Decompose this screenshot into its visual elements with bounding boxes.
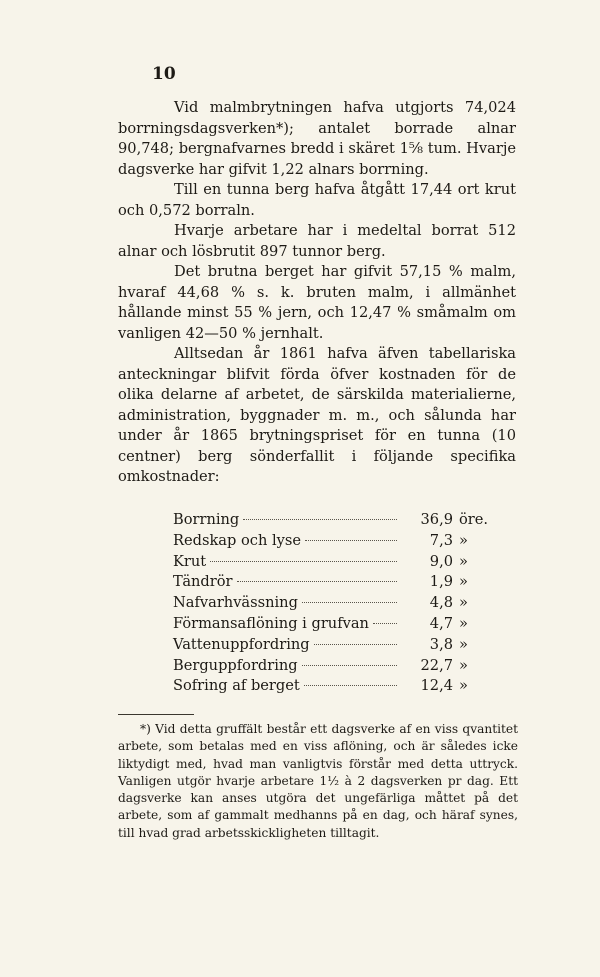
cost-value: 1,9 (429, 573, 453, 591)
cost-value: 22,7 (420, 656, 453, 674)
cost-label: Krut (173, 552, 207, 570)
page-number: 10 (152, 64, 176, 84)
cost-label: Redskap och lyse (173, 531, 302, 549)
dot-leader (304, 685, 397, 686)
cost-value: 36,9 (420, 511, 453, 528)
paragraph-ore-yield: Det brutna berget har gifvit 57,15 % malm, hvaraf 44,68 % s. k. bruten malm, i allmänhet hållande minst 55 % jern, och 12,47 % småmalm om vanligen 42—50 % jernhalt. (118, 263, 516, 342)
cost-value: 12,4 (420, 677, 453, 695)
cost-label: Borrning (173, 511, 240, 528)
cost-label: Berguppfordring (173, 656, 298, 674)
cost-label: Tändrör (173, 573, 233, 591)
cost-unit: » (459, 552, 468, 570)
dot-leader (302, 602, 397, 603)
cost-unit: » (459, 635, 468, 653)
dot-leader (314, 644, 397, 645)
cost-table (173, 510, 503, 697)
body-text (118, 98, 516, 488)
cost-unit: » (459, 614, 468, 632)
paragraph-drilling-days: Vid malmbrytningen hafva utgjorts 74,024 borrningsdagsverken*); antalet borrade alnar 90,748; bergnafvarnes bredd i skäret 1⅝ tum. Hvarje dagsverke har gifvit 1,22 alnars borrning. (118, 99, 516, 178)
cost-label: Nafvarhvässning (173, 594, 298, 612)
cost-unit: öre. (459, 511, 489, 528)
cost-value: 4,7 (429, 614, 453, 632)
cost-row (173, 572, 503, 593)
cost-unit: » (459, 531, 468, 549)
cost-row (173, 656, 503, 677)
cost-row (173, 614, 503, 635)
cost-value: 9,0 (429, 552, 453, 570)
cost-unit: » (459, 594, 468, 612)
cost-label: Sofring af berget (173, 677, 300, 695)
dot-leader (210, 561, 397, 562)
cost-row (173, 510, 503, 531)
paragraph-cost-records: Alltsedan år 1861 hafva äfven tabellariska anteckningar blifvit förda öfver kostnaden för de olika delarne af arbetet, de särskilda materialierne, administration, byggnader m. m., och sålunda har under år 1865 brytningspriset för en tunna (10 centner) berg sönderfallit i följande specifika omkostnader: (118, 345, 516, 485)
cost-row (173, 676, 503, 697)
dot-leader (305, 540, 397, 541)
footnote-divider (118, 714, 194, 715)
cost-value: 4,8 (429, 594, 453, 612)
cost-row (173, 635, 503, 656)
cost-unit: » (459, 656, 468, 674)
dot-leader (243, 519, 397, 520)
dot-leader (237, 581, 398, 582)
cost-row (173, 593, 503, 614)
cost-value: 7,3 (429, 531, 453, 549)
cost-unit: » (459, 573, 468, 591)
footnote (118, 721, 518, 842)
cost-row (173, 531, 503, 552)
cost-unit: » (459, 677, 468, 695)
dot-leader (302, 665, 397, 666)
footnote-text: *) Vid detta gruffält består ett dagsverke af en viss qvantitet arbete, som betalas med en viss aflöning, och är således icke liktydigt med, hvad man vanligtvis förstår med detta uttryck. Vanligen utgör hvarje arbetare 1½ à 2 dagsverken pr dag. Ett dagsverke kan anses utgöra det ungefärliga måttet på det arbete, som af gammalt medhanns på en dag, och häraf synes, till hvad grad arbetsskickligheten tilltagit. (118, 722, 518, 840)
cost-row (173, 552, 503, 573)
paragraph-powder-usage: Till en tunna berg hafva åtgått 17,44 ort krut och 0,572 borraln. (118, 181, 516, 219)
dot-leader (373, 623, 397, 624)
cost-value: 3,8 (429, 635, 453, 653)
cost-label: Förmansaflöning i grufvan (173, 614, 369, 632)
paragraph-worker-average: Hvarje arbetare har i medeltal borrat 512 alnar och lösbrutit 897 tunnor berg. (118, 222, 516, 260)
cost-label: Vattenuppfordring (173, 635, 310, 653)
